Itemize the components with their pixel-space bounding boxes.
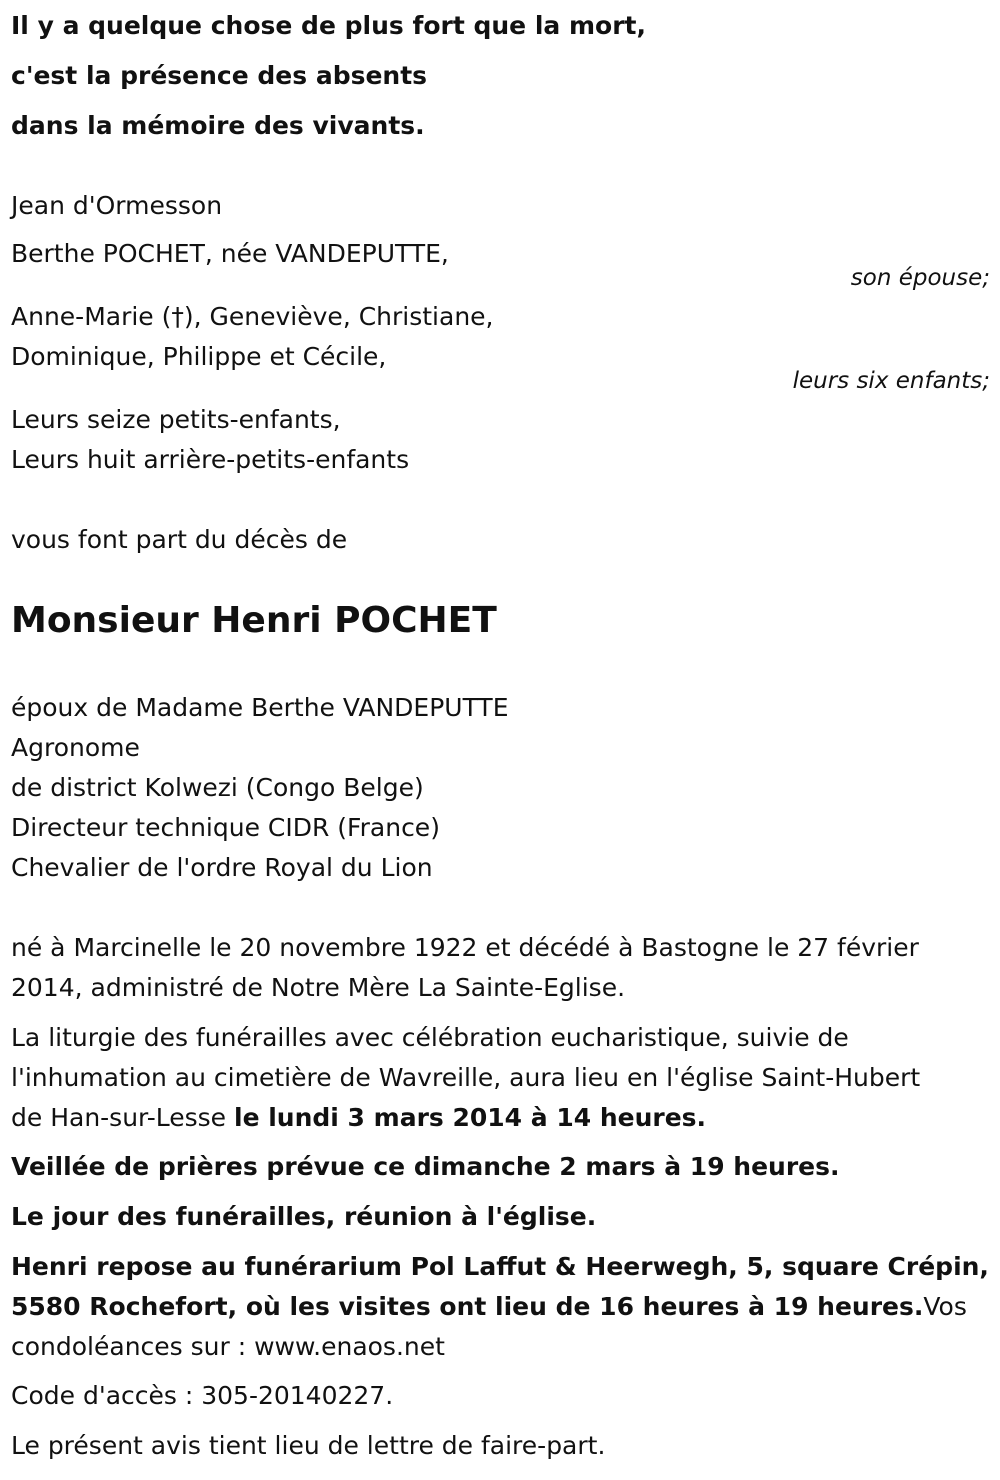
vigil-notice: Veillée de prières prévue ce dimanche 2 mars à 19 heures. xyxy=(11,1152,840,1181)
condolences-lead: Vos xyxy=(923,1292,967,1321)
birth-line-2: 2014, administré de Notre Mère La Sainte-Eglise. xyxy=(11,973,626,1002)
announcement: vous font part du décès de xyxy=(11,525,348,554)
children-role: leurs six enfants; xyxy=(792,368,990,394)
cross-icon: † xyxy=(171,302,184,331)
condolences-website: condoléances sur : www.enaos.net xyxy=(11,1332,445,1361)
great-grandchildren: Leurs huit arrière-petits-enfants xyxy=(11,445,410,474)
children-line-1 xyxy=(11,297,494,337)
title-line-1: époux de Madame Berthe VANDEPUTTE xyxy=(11,693,509,722)
funeral-home-line-1: Henri repose au funérarium Pol Laffut & Heerwegh, 5, square Crépin, xyxy=(11,1252,989,1281)
birth-line-1: né à Marcinelle le 20 novembre 1922 et décédé à Bastogne le 27 février xyxy=(11,933,919,962)
funeral-home-line-2 xyxy=(11,1287,967,1327)
children-text-a: Anne-Marie ( xyxy=(11,302,172,331)
deceased-name: Monsieur Henri POCHET xyxy=(11,600,497,641)
quote-line-2: c'est la présence des absents xyxy=(11,61,428,90)
liturgy-date: le lundi 3 mars 2014 à 14 heures. xyxy=(234,1103,707,1132)
children-text-b: ), Geneviève, Christiane, xyxy=(183,302,494,331)
title-line-3: de district Kolwezi (Congo Belge) xyxy=(11,773,424,802)
quote-line-3: dans la mémoire des vivants. xyxy=(11,111,425,140)
liturgy-line-3 xyxy=(11,1098,706,1138)
access-code: Code d'accès : 305-20140227. xyxy=(11,1381,394,1410)
quote-line-1: Il y a quelque chose de plus fort que la mort, xyxy=(11,11,646,40)
title-line-2: Agronome xyxy=(11,733,140,762)
liturgy-line-1: La liturgie des funérailles avec célébration eucharistique, suivie de xyxy=(11,1023,849,1052)
liturgy-place: de Han-sur-Lesse xyxy=(11,1103,234,1132)
closing-note: Le présent avis tient lieu de lettre de faire-part. xyxy=(11,1431,606,1460)
grandchildren: Leurs seize petits-enfants, xyxy=(11,405,341,434)
liturgy-line-2: l'inhumation au cimetière de Wavreille, aura lieu en l'église Saint-Hubert xyxy=(11,1063,921,1092)
visiting-hours: 5580 Rochefort, où les visites ont lieu de 16 heures à 19 heures. xyxy=(11,1292,924,1321)
title-line-5: Chevalier de l'ordre Royal du Lion xyxy=(11,853,433,882)
children-line-2: Dominique, Philippe et Cécile, xyxy=(11,342,387,371)
spouse-role: son épouse; xyxy=(850,265,990,291)
title-line-4: Directeur technique CIDR (France) xyxy=(11,813,440,842)
meeting-notice: Le jour des funérailles, réunion à l'église. xyxy=(11,1202,597,1231)
spouse-name: Berthe POCHET, née VANDEPUTTE, xyxy=(11,239,449,268)
quote-author: Jean d'Ormesson xyxy=(11,191,223,220)
